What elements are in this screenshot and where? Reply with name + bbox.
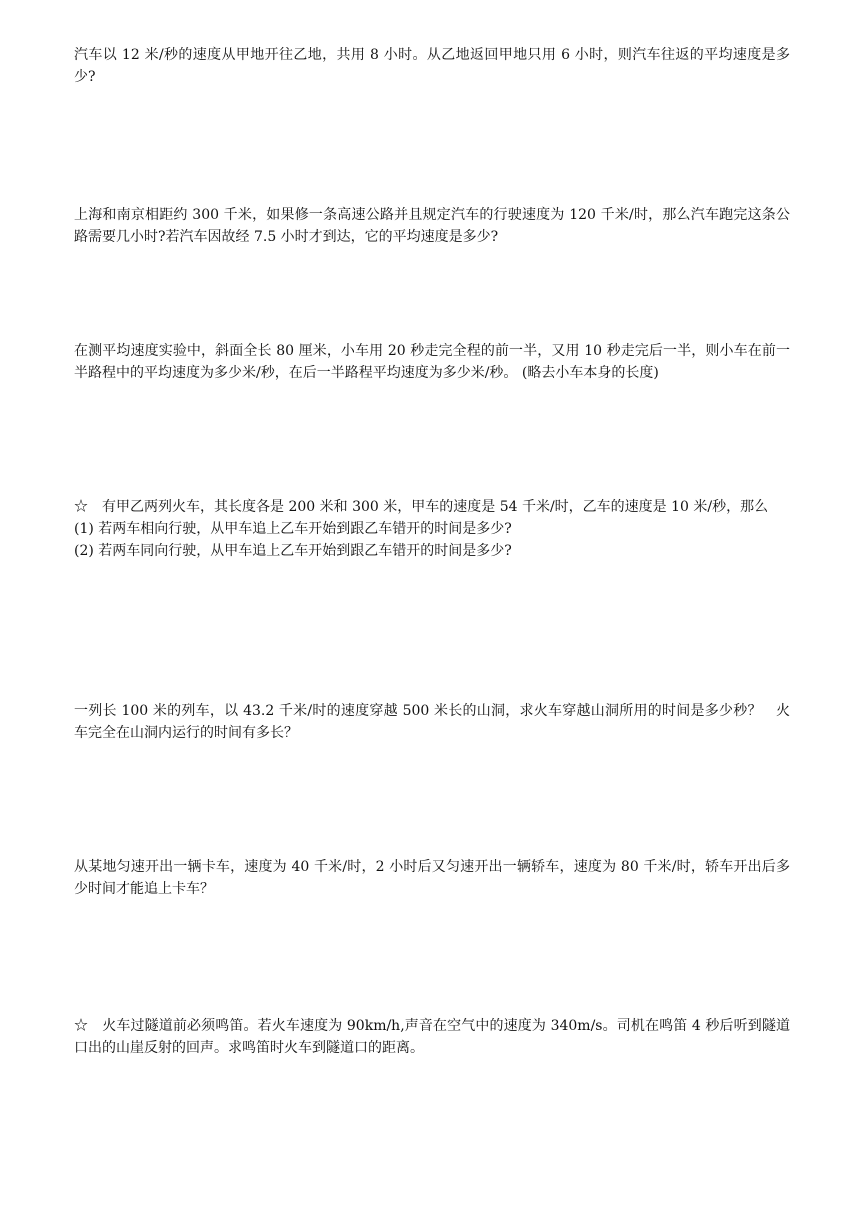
problem-7-text: ☆ 火车过隧道前必须鸣笛。若火车速度为 90km/h,声音在空气中的速度为 340m/s。司机在鸣笛 4 秒后听到隧道口出的山崖反射的回声。求鸣笛时火车到隧道口的距离。: [74, 1018, 790, 1056]
problem-5-text: 一列长 100 米的列车，以 43.2 千米/时的速度穿越 500 米长的山洞，求火车穿越山洞所用的时间是多少秒？ 火车完全在山洞内运行的时间有多长？: [74, 703, 790, 741]
problem-6-text: 从某地匀速开出一辆卡车，速度为 40 千米/时，2 小时后又匀速开出一辆轿车，速度为 80 千米/时，轿车开出后多少时间才能追上卡车？: [74, 859, 790, 897]
problem-3-text: 在测平均速度实验中，斜面全长 80 厘米，小车用 20 秒走完全程的前一半，又用 10 秒走完后一半，则小车在前一半路程中的平均速度为多少米/秒，在后一半路程平均速度为多少米/秒。 (略去小车本身的长度): [74, 343, 790, 381]
problem-7: [74, 1015, 790, 1059]
problem-6: [74, 856, 790, 900]
problem-3: [74, 340, 790, 384]
problem-4-subquestion-1: (1) 若两车相向行驶，从甲车追上乙车开始到跟乙车错开的时间是多少?: [74, 521, 512, 537]
problem-4-text: ☆ 有甲乙两列火车，其长度各是 200 米和 300 米，甲车的速度是 54 千米/时，乙车的速度是 10 米/秒，那么: [74, 499, 769, 515]
problem-1-text: 汽车以 12 米/秒的速度从甲地开往乙地，共用 8 小时。从乙地返回甲地只用 6 小时，则汽车往返的平均速度是多少?: [74, 47, 790, 85]
problem-1: [74, 44, 790, 88]
problem-2-text: 上海和南京相距约 300 千米，如果修一条高速公路并且规定汽车的行驶速度为 120 千米/时，那么汽车跑完这条公路需要几小时?若汽车因故经 7.5 小时才到达，它的平均速度是多少?: [74, 207, 790, 245]
problem-4: [74, 496, 790, 562]
problem-4-subquestion-2: (2) 若两车同向行驶，从甲车追上乙车开始到跟乙车错开的时间是多少?: [74, 543, 512, 559]
problem-5: [74, 700, 790, 744]
problem-2: [74, 204, 790, 248]
